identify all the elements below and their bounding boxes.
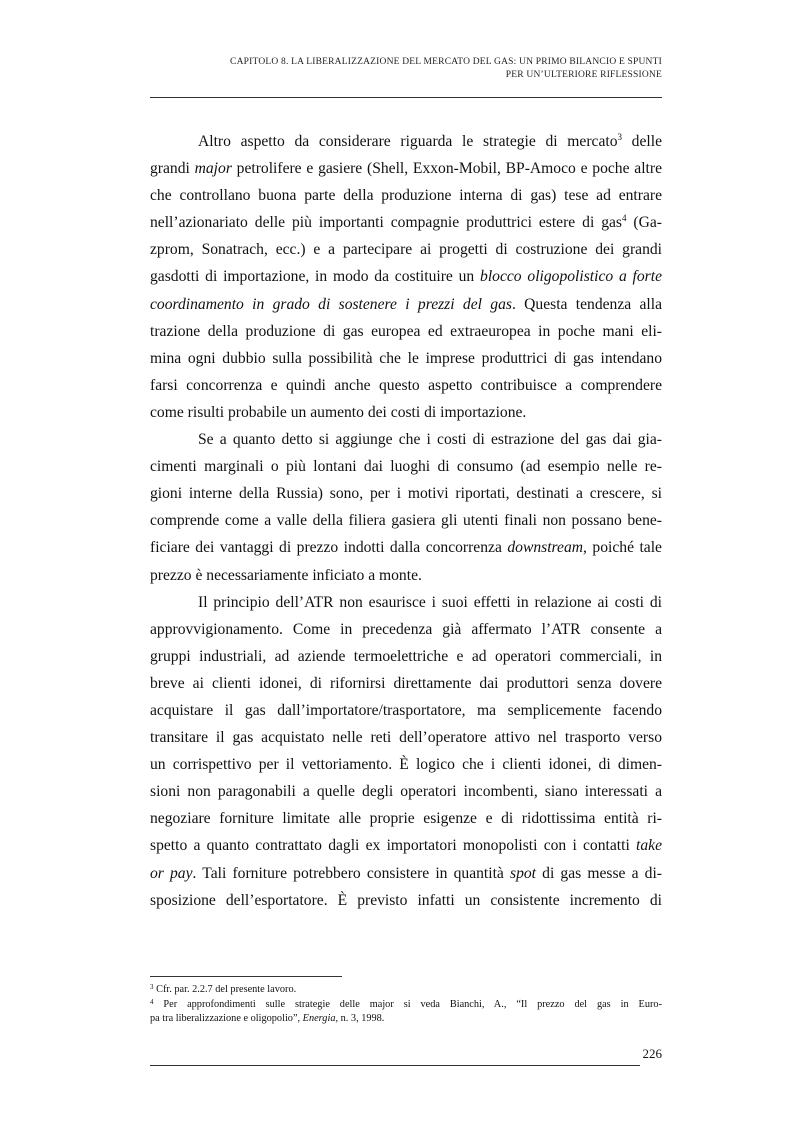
paragraph-2 (150, 426, 662, 589)
footnote-line (150, 998, 662, 1013)
italic-term: take (636, 837, 662, 855)
text-span: petrolifere e gasiere (Shell, Exxon-Mobil, BP-Amoco e poche altre (231, 160, 662, 178)
text-line: farsi concorrenza e quindi anche questo aspetto contribuisce a comprendere (150, 376, 662, 394)
footnotes (150, 983, 662, 1027)
header-rule (150, 97, 662, 98)
body-text (150, 128, 662, 914)
footnote-ref-3[interactable]: 3 (617, 132, 622, 142)
text-line (150, 860, 662, 887)
footnote-4 (150, 998, 662, 1027)
text-line: sioni non paragonabili a quelle degli operatori incombenti, siano interessati a (150, 783, 662, 801)
paragraph-3 (150, 589, 662, 914)
text-span: gasdotti di importazione, in modo da costituire un (150, 268, 481, 286)
text-line: transitare il gas acquistato nelle reti dell’operatore attivo nel trasporto verso (150, 729, 662, 747)
footnote-mark: 3 (150, 983, 154, 991)
text-span: delle (622, 133, 662, 150)
header-line-2: PER UN’ULTERIORE RIFLESSIONE (505, 70, 662, 80)
text-line (150, 534, 662, 561)
italic-term: or pay (150, 864, 193, 882)
text-line (150, 832, 662, 859)
text-line: breve ai clienti idonei, di rifornirsi direttamente dai produttori senza dovere (150, 674, 662, 692)
text-line (150, 128, 662, 155)
footnote-ref-4[interactable]: 4 (622, 213, 627, 224)
text-line: negoziare forniture limitate alle proprie esigenze e di ridottissima entità ri- (150, 810, 662, 828)
text-line: acquistare il gas dall’importatore/trasportatore, ma semplicemente facendo (150, 701, 662, 719)
text-span: di gas messe a di- (536, 864, 662, 882)
text-line: gioni interne della Russia) sono, per i motivi riportati, destinati a crescere, si (150, 485, 662, 503)
text-line: Se a quanto detto si aggiunge che i costi di estrazione del gas dai gia- (198, 431, 662, 449)
text-span: spetto a quanto contrattato dagli ex importatori monopolisti con i contatti (150, 837, 637, 855)
running-header (150, 56, 662, 82)
footnote-text: Per approfondimenti sulle strategie delle major si veda Bianchi, A., “Il prezzo del gas in Euro- (153, 998, 662, 1010)
text-line (150, 263, 662, 290)
text-line: che controllano buona parte della produzione interna di gas) tese ad entrare (150, 187, 662, 205)
text-span: (Ga- (626, 214, 662, 232)
text-line (150, 209, 662, 236)
page-number: 226 (642, 1046, 662, 1061)
text-line: gruppi industriali, ad aziende termoelettriche e ad operatori commerciali, in (150, 647, 662, 665)
text-span: Altro aspetto da considerare riguarda le strategie di mercato (198, 133, 618, 150)
footnote-rule (150, 976, 342, 977)
text-line: mina ogni dubbio sulla possibilità che le imprese produttrici di gas intendano (150, 349, 662, 367)
italic-term: major (194, 160, 232, 178)
text-span: . Tali forniture potrebbero consistere in quantità (192, 864, 510, 882)
italic-term: blocco oligopolistico a forte (480, 268, 662, 286)
text-line: trazione della produzione di gas europea ed extraeuropea in poche mani eli- (150, 322, 662, 340)
text-line: sposizione dell’esportatore. È previsto infatti un consistente incremento di (150, 891, 662, 909)
text-span: grandi (150, 160, 195, 178)
text-span: . Questa tendenza alla (511, 295, 662, 313)
footnote-mark: 4 (150, 997, 154, 1006)
text-line: cimenti marginali o più lontani dai luoghi di consumo (ad esempio nelle re- (150, 458, 662, 476)
text-span: , poiché tale (583, 539, 662, 557)
footnote-text: pa tra liberalizzazione e oligopolio”, (150, 1013, 303, 1024)
text-line: Il principio dell’ATR non esaurisce i suoi effetti in relazione ai costi di (198, 593, 662, 611)
text-line: comprende come a valle della filiera gasiera gli utenti finali non possano bene- (150, 512, 662, 530)
text-line: un corrispettivo per il vettoriamento. È logico che i clienti idonei, di dimen- (150, 756, 662, 774)
text-line: prezzo è necessariamente inficiato a monte. (150, 566, 422, 584)
text-span: nell’azionariato delle più importanti compagnie produttrici estere di gas (150, 214, 622, 232)
text-line: zprom, Sonatrach, ecc.) e a partecipare ai progetti di costruzione dei grandi (150, 241, 662, 259)
header-line-1: CAPITOLO 8. LA LIBERALIZZAZIONE DEL MERCATO DEL GAS: UN PRIMO BILANCIO E SPUNTI (230, 57, 662, 67)
text-span: ficiare dei vantaggi di prezzo indotti dalla concorrenza (150, 539, 508, 557)
italic-term: coordinamento in grado di sostenere i prezzi del gas (150, 295, 512, 313)
footnote-3 (150, 983, 662, 998)
journal-title: Energia (302, 1013, 336, 1024)
text-line (150, 291, 662, 318)
footnote-line (150, 1012, 662, 1027)
footer-rule (150, 1065, 640, 1066)
footnote-text: Cfr. par. 2.2.7 del presente lavoro. (153, 984, 297, 995)
footnote-text: , n. 3, 1998. (335, 1013, 385, 1024)
italic-term: downstream (507, 539, 584, 557)
text-line: come risulti probabile un aumento dei costi di importazione. (150, 403, 527, 421)
italic-term: spot (510, 864, 536, 882)
text-line: approvvigionamento. Come in precedenza già affermato l’ATR consente a (150, 620, 662, 638)
text-line (150, 155, 662, 182)
paragraph-1 (150, 128, 662, 426)
